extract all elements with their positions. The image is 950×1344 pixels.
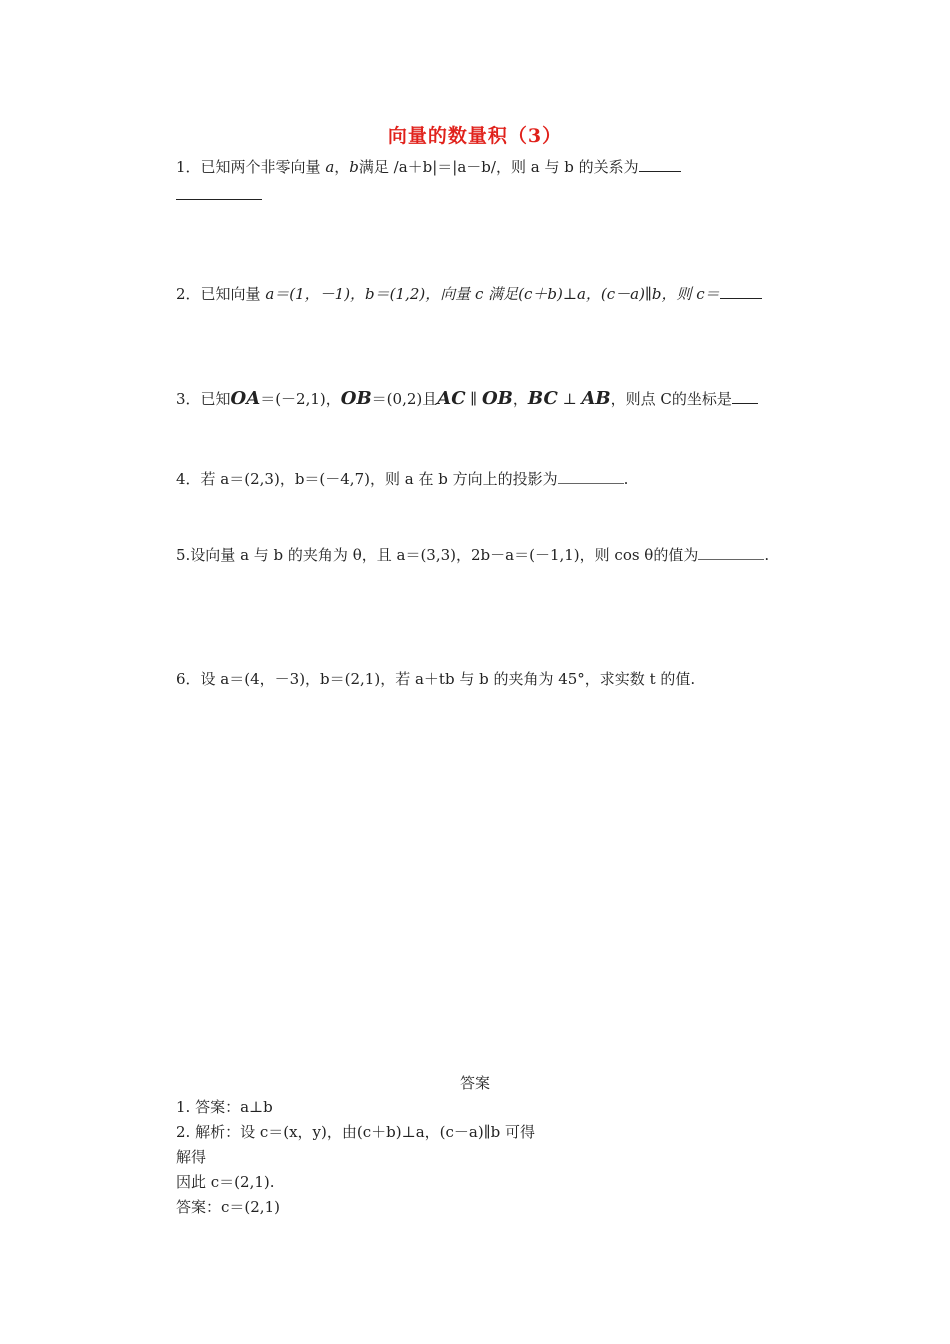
q3-vector-ob: OB: [340, 388, 372, 409]
answer-1: 1. 答案：a⊥b: [176, 1098, 273, 1116]
question-2: [176, 283, 762, 305]
answer-2-therefore: 因此 c＝(2,1).: [176, 1173, 275, 1191]
answers-heading: 答案: [459, 1074, 490, 1092]
q3-answer-blank[interactable]: [732, 389, 758, 404]
question-5: [176, 544, 769, 566]
q3-text-d: ，则点 C的坐标是: [610, 390, 732, 408]
q3-comma: ，: [512, 390, 528, 408]
q1-prefix: 1．已知两个非零向量: [176, 158, 326, 176]
question-3: [176, 388, 758, 410]
answer-2-solve: 解得: [176, 1148, 207, 1166]
q3-text-c: ＝(0,2)且: [371, 390, 438, 408]
answer-2-final: 答案：c＝(2,1): [176, 1198, 280, 1216]
q1-var-b: b: [349, 158, 359, 176]
answer-2: 2. 解析：设 c＝(x，y)，由(c＋b)⊥a，(c－a)∥b 可得: [176, 1123, 535, 1141]
q5-end: .: [764, 546, 770, 564]
q1-comma: ，: [334, 158, 350, 176]
q6-text: 6．设 a＝(4，－3)，b＝(2,1)，若 a＋tb 与 b 的夹角为 45°，求实数 t 的值.: [176, 670, 696, 688]
q3-vector-bc: BC: [527, 388, 558, 409]
q3-vector-ac: AC: [437, 388, 466, 409]
q3-vector-ab: AB: [581, 388, 611, 409]
question-4: [176, 468, 628, 490]
question-1-line2: [176, 184, 262, 206]
q1-var-a: a: [325, 158, 335, 176]
q3-vector-oa: OA: [230, 388, 261, 409]
q1-condition: 满足 /a＋b|＝|a－b/，则 a 与 b 的关系为: [358, 158, 639, 176]
q4-text: 4．若 a＝(2,3)，b＝(－4,7)，则 a 在 b 方向上的投影为: [176, 470, 558, 488]
q1-answer-blank[interactable]: [639, 157, 681, 172]
q4-end: .: [623, 470, 629, 488]
q3-perp: ⊥: [557, 390, 582, 408]
page-title: 向量的数量积（3）: [387, 125, 563, 147]
q2-answer-blank[interactable]: [720, 284, 762, 299]
q1-answer-blank-cont[interactable]: [176, 185, 262, 200]
q4-answer-blank[interactable]: [558, 469, 624, 484]
q2-expression: a＝(1，－1)，b＝(1,2)，向量 c 满足(c＋b)⊥a，(c－a)∥b，则 c＝: [265, 285, 720, 303]
q3-text-a: 3．已知: [176, 390, 231, 408]
question-1: [176, 156, 681, 178]
q3-parallel: ∥: [465, 390, 482, 408]
q5-text: 5.设向量 a 与 b 的夹角为 θ，且 a＝(3,3)，2b－a＝(－1,1)，则 cos θ的值为: [176, 546, 699, 564]
question-6: [176, 668, 695, 690]
q3-text-b: ＝(－2,1)，: [260, 390, 341, 408]
q5-answer-blank[interactable]: [698, 545, 764, 560]
q2-prefix: 2．已知向量: [176, 285, 266, 303]
q3-vector-ob2: OB: [482, 388, 513, 409]
